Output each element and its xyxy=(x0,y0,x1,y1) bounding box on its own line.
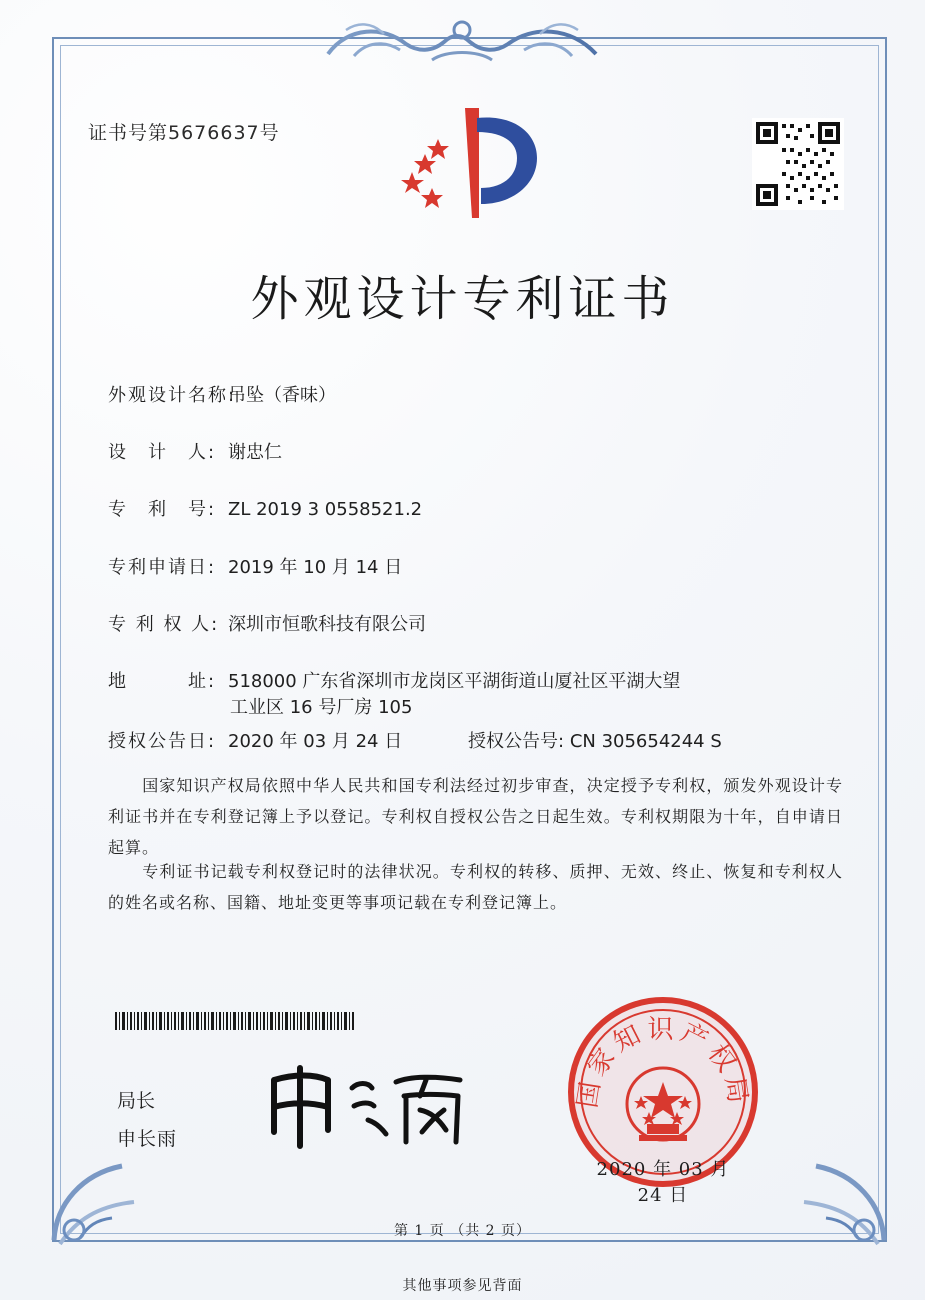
field-value: 2020 年 03 月 24 日 xyxy=(228,731,403,752)
address-line-2: 工业区 16 号厂房 105 xyxy=(230,697,413,718)
field-patentee xyxy=(108,610,426,636)
director-role: 局长 xyxy=(117,1090,156,1112)
bottom-right-ornament-icon xyxy=(780,1140,900,1260)
top-ornament-icon xyxy=(320,16,605,68)
body-paragraph-1: 国家知识产权局依照中华人民共和国专利法经过初步审查，决定授予专利权，颁发外观设计专利证书并在专利登记簿上予以登记。专利权自授权公告之日起生效。专利权期限为十年，自申请日起算。 xyxy=(108,776,843,857)
field-address xyxy=(108,667,680,693)
field-label: 设 计 人: xyxy=(108,442,217,463)
cnipa-logo-icon xyxy=(395,100,545,225)
field-value: 2019 年 10 月 14 日 xyxy=(228,557,403,578)
field-label: 专利申请日: xyxy=(108,557,217,578)
address-line-1: 518000 广东省深圳市龙岗区平湖街道山厦社区平湖大望 xyxy=(228,671,681,692)
body-paragraph-2: 专利证书记载专利权登记时的法律状况。专利权的转移、质押、无效、终止、恢复和专利权人的姓名或名称、国籍、地址变更等事项记载在专利登记簿上。 xyxy=(108,862,843,912)
field-label: 授权公告号: xyxy=(468,731,565,752)
qr-code-icon[interactable] xyxy=(752,118,844,210)
field-value: 深圳市恒歌科技有限公司 xyxy=(228,614,426,635)
field-grant-date xyxy=(108,727,402,753)
field-application-date xyxy=(108,553,402,579)
field-label: 专 利 权 人: xyxy=(108,614,220,635)
field-designer xyxy=(108,438,282,464)
field-label: 专 利 号: xyxy=(108,499,217,520)
handwritten-signature-icon xyxy=(260,1060,475,1155)
field-patent-number xyxy=(108,495,422,521)
page-info: 第 1 页 （共 2 页） xyxy=(393,1223,532,1239)
svg-text:国家知识产权局: 国家知识产权局 xyxy=(572,1015,754,1111)
field-label: 外观设计名称: xyxy=(108,385,237,406)
field-grant-number xyxy=(468,727,722,753)
field-value: 谢忠仁 xyxy=(228,442,282,463)
field-value: CN 305654244 S xyxy=(569,731,722,752)
field-value: 吊坠（香味） xyxy=(228,385,336,406)
field-design-name xyxy=(108,381,336,407)
field-value: ZL 2019 3 0558521.2 xyxy=(228,499,423,520)
barcode-icon xyxy=(115,1012,355,1030)
certificate-title: 外观设计专利证书 xyxy=(250,271,675,327)
bottom-left-ornament-icon xyxy=(38,1140,158,1260)
field-label: 地 址: xyxy=(108,671,217,692)
field-label: 授权公告日: xyxy=(108,731,217,752)
seal-date: 2020 年 03 月 24 日 xyxy=(596,1159,730,1206)
footer-note: 其他事项参见背面 xyxy=(402,1278,523,1294)
certificate-number: 证书号第5676637号 xyxy=(88,122,280,144)
director-name: 申长雨 xyxy=(117,1128,178,1150)
